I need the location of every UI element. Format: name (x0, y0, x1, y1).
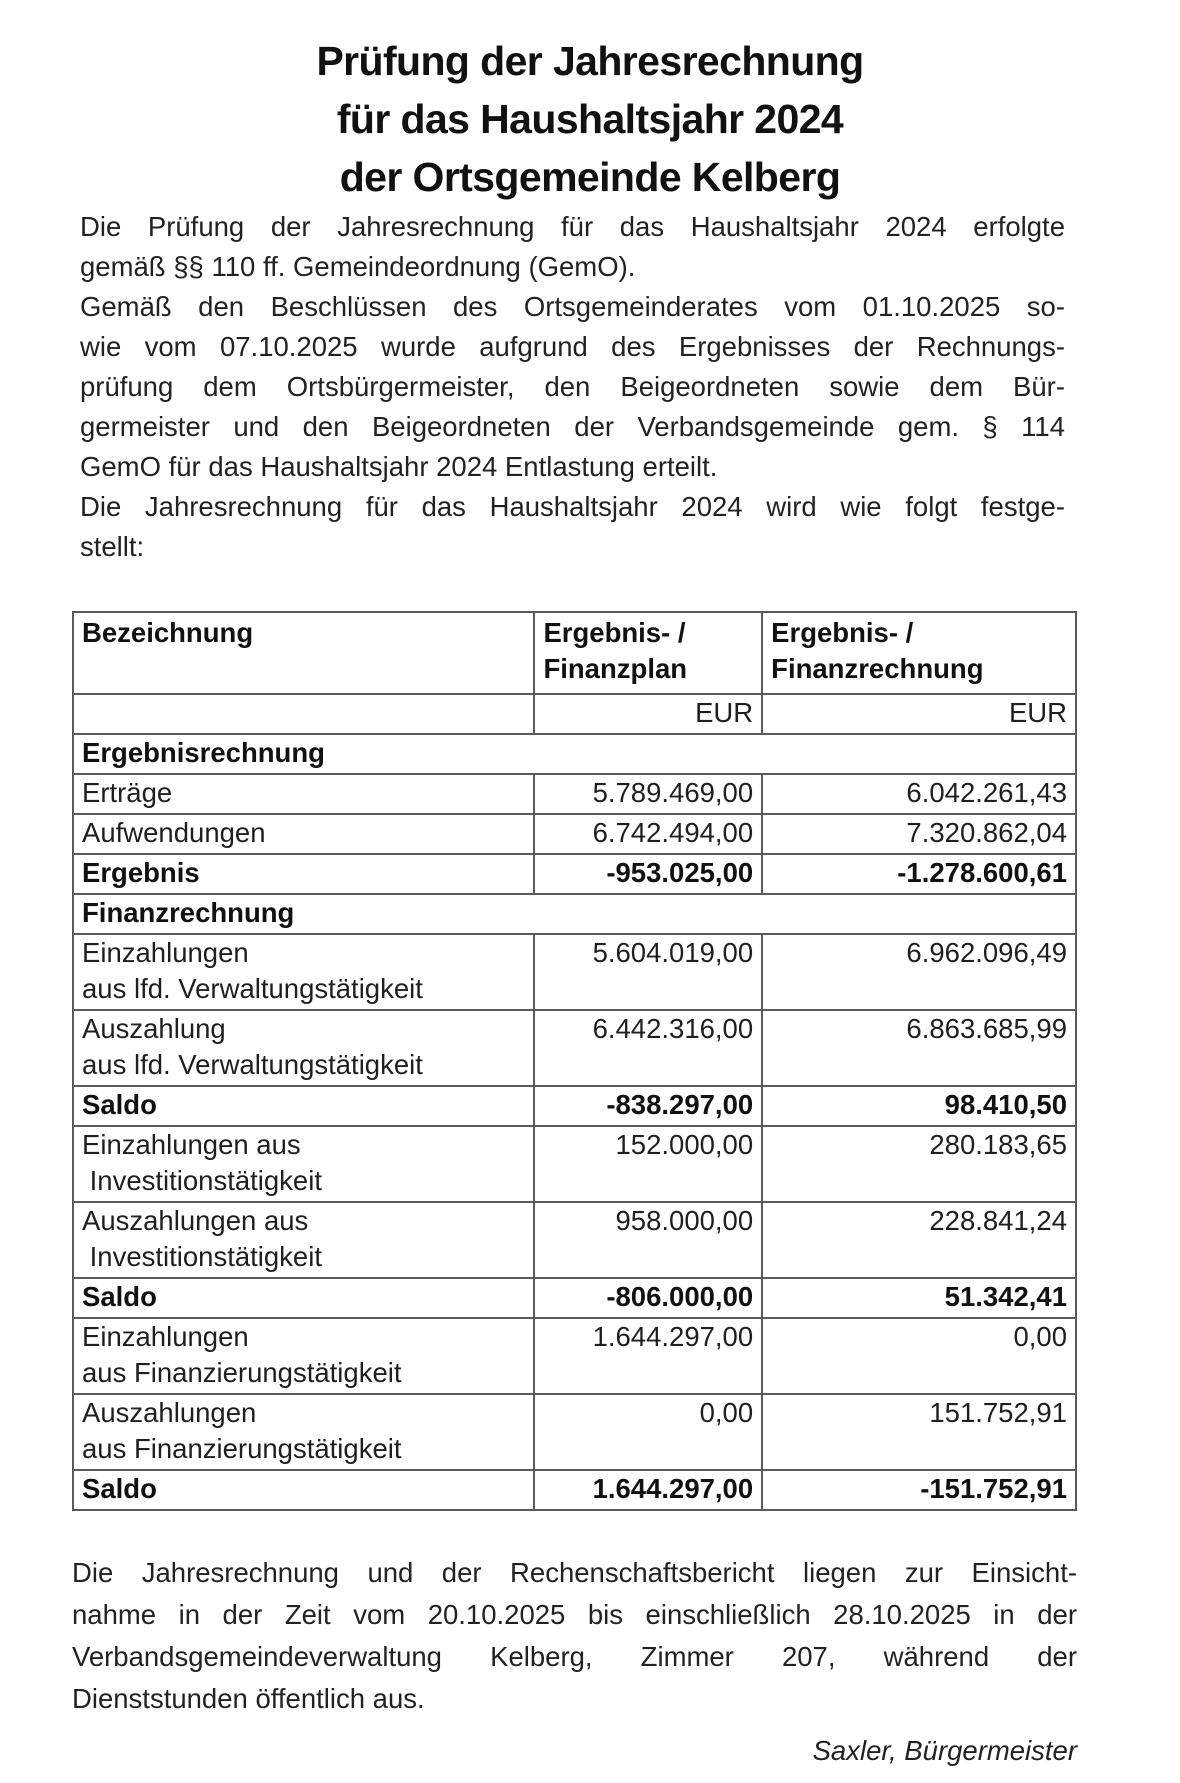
intro-paragraphs (80, 207, 1065, 567)
row-label (73, 934, 534, 1010)
header-finanzplan (534, 612, 762, 694)
row-plan: 1.644.297,00 (534, 1318, 762, 1394)
row-label: Saldo (73, 1086, 534, 1126)
row-plan: -806.000,00 (534, 1278, 762, 1318)
row-actual: 151.752,91 (762, 1394, 1076, 1470)
header-finanzrechnung (762, 612, 1076, 694)
intro-line: gemäß §§ 110 ff. Gemeindeordnung (GemO). (80, 251, 636, 282)
intro-line: wie vom 07.10.2025 wurde aufgrund des Ergebnisses der Rechnungs- (80, 331, 1065, 362)
row-plan: 5.604.019,00 (534, 934, 762, 1010)
table-row-total (73, 1086, 1076, 1126)
intro-line: Die Prüfung der Jahresrechnung für das Haushaltsjahr 2024 erfolgte (80, 211, 1065, 242)
table-row (73, 1318, 1076, 1394)
table-row (73, 1010, 1076, 1086)
intro-line: Die Jahresrechnung für das Haushaltsjahr 2024 wird wie folgt festge- (80, 491, 1065, 522)
title-line: der Ortsgemeinde Kelberg (339, 154, 841, 200)
intro-line: germeister und den Beigeordneten der Verbandsgemeinde gem. § 114 (80, 411, 1065, 442)
header-line: Finanzplan (543, 653, 688, 684)
row-label: Saldo (73, 1278, 534, 1318)
outro-line: Die Jahresrechnung und der Rechenschaftsbericht liegen zur Einsicht- (72, 1557, 1077, 1588)
row-actual: 0,00 (762, 1318, 1076, 1394)
row-actual: -1.278.600,61 (762, 854, 1076, 894)
row-actual: 6.042.261,43 (762, 774, 1076, 814)
intro-line: prüfung dem Ortsbürgermeister, den Beigeordneten sowie dem Bür- (80, 371, 1065, 402)
document-title (0, 32, 1180, 206)
row-actual: 6.962.096,49 (762, 934, 1076, 1010)
row-actual: 51.342,41 (762, 1278, 1076, 1318)
row-label-line: Auszahlung (82, 1013, 226, 1044)
row-actual: -151.752,91 (762, 1470, 1076, 1510)
title-line: Prüfung der Jahresrechnung (316, 38, 864, 84)
row-actual: 7.320.862,04 (762, 814, 1076, 854)
table-row-total (73, 854, 1076, 894)
row-label-line: aus Finanzierungstätigkeit (82, 1357, 402, 1388)
unit-row (73, 694, 1076, 734)
row-label-line: Einzahlungen (82, 1321, 249, 1352)
section-row-finanzrechnung (73, 894, 1076, 934)
row-actual: 98.410,50 (762, 1086, 1076, 1126)
row-label: Saldo (73, 1470, 534, 1510)
row-plan: 6.742.494,00 (534, 814, 762, 854)
row-plan: -838.297,00 (534, 1086, 762, 1126)
row-label: Aufwendungen (73, 814, 534, 854)
header-line: Ergebnis- / (543, 617, 686, 648)
row-label-line: Auszahlungen (82, 1397, 257, 1428)
outro-line: nahme in der Zeit vom 20.10.2025 bis einschließlich 28.10.2025 in der (72, 1599, 1077, 1630)
table-row (73, 814, 1076, 854)
section-heading: Ergebnisrechnung (73, 734, 1076, 774)
row-label-line: aus lfd. Verwaltungstätigkeit (82, 1049, 423, 1080)
row-plan: 1.644.297,00 (534, 1470, 762, 1510)
row-label-line: aus Finanzierungstätigkeit (82, 1433, 402, 1464)
table-row (73, 934, 1076, 1010)
table-row (73, 774, 1076, 814)
row-label-line: Einzahlungen aus (82, 1129, 301, 1160)
unit-empty-cell (73, 694, 534, 734)
row-plan: 5.789.469,00 (534, 774, 762, 814)
row-plan: 6.442.316,00 (534, 1010, 762, 1086)
header-bezeichnung: Bezeichnung (73, 612, 534, 694)
row-actual: 228.841,24 (762, 1202, 1076, 1278)
table-row (73, 1202, 1076, 1278)
row-label (73, 1318, 534, 1394)
row-label-line: aus lfd. Verwaltungstätigkeit (82, 973, 423, 1004)
table-header-row (73, 612, 1076, 694)
row-label (73, 1010, 534, 1086)
intro-line: GemO für das Haushaltsjahr 2024 Entlastung erteilt. (80, 451, 718, 482)
row-plan: 152.000,00 (534, 1126, 762, 1202)
row-label-line: Investitionstätigkeit (82, 1241, 322, 1272)
closing-paragraph (72, 1552, 1077, 1720)
row-plan: 0,00 (534, 1394, 762, 1470)
header-line: Ergebnis- / (771, 617, 914, 648)
row-label-line: Investitionstätigkeit (82, 1165, 322, 1196)
outro-line: Verbandsgemeindeverwaltung Kelberg, Zimmer 207, während der (72, 1641, 1077, 1672)
table-row (73, 1394, 1076, 1470)
unit-cell: EUR (762, 694, 1076, 734)
title-line: für das Haushaltsjahr 2024 (336, 96, 844, 142)
row-plan: 958.000,00 (534, 1202, 762, 1278)
outro-line: Dienststunden öffentlich aus. (72, 1683, 425, 1714)
row-label: Erträge (73, 774, 534, 814)
row-label (73, 1202, 534, 1278)
signature: Saxler, Bürgermeister (812, 1735, 1077, 1766)
row-actual: 280.183,65 (762, 1126, 1076, 1202)
intro-line: stellt: (80, 531, 145, 562)
section-heading: Finanzrechnung (73, 894, 1076, 934)
unit-cell: EUR (534, 694, 762, 734)
row-label-line: Einzahlungen (82, 937, 249, 968)
row-label: Ergebnis (73, 854, 534, 894)
table-row-total (73, 1278, 1076, 1318)
row-actual: 6.863.685,99 (762, 1010, 1076, 1086)
header-line: Finanzrechnung (771, 653, 984, 684)
table-row-total (73, 1470, 1076, 1510)
row-label-line: Auszahlungen aus (82, 1205, 309, 1236)
row-label (73, 1126, 534, 1202)
financial-table (72, 611, 1077, 1511)
intro-line: Gemäß den Beschlüssen des Ortsgemeinderates vom 01.10.2025 so- (80, 291, 1065, 322)
row-label (73, 1394, 534, 1470)
row-plan: -953.025,00 (534, 854, 762, 894)
section-row-ergebnisrechnung (73, 734, 1076, 774)
table-row (73, 1126, 1076, 1202)
